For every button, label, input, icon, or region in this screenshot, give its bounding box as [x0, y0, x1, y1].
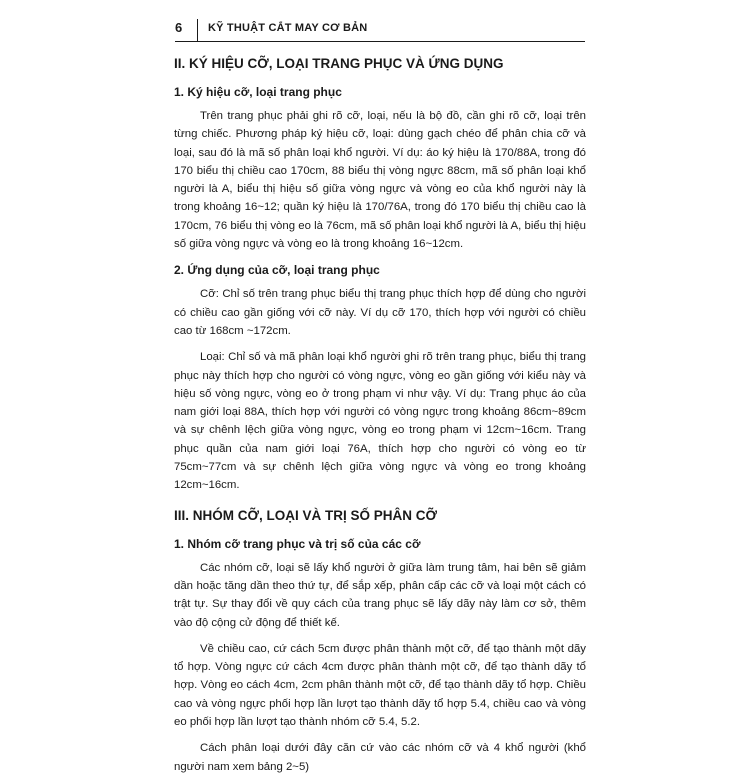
running-header [175, 19, 585, 41]
page-number: 6 [175, 20, 183, 35]
section-3-heading: III. NHÓM CỠ, LOẠI VÀ TRỊ SỐ PHÂN CỠ [174, 507, 438, 523]
section-2-1-heading: 1. Ký hiệu cỡ, loại trang phục [174, 85, 342, 99]
header-rule [175, 41, 585, 42]
section-3-1-paragraph-3: Cách phân loại dưới đây căn cứ vào các nhóm cỡ và 4 khổ người (khổ người nam xem bảng 2~5) [174, 742, 586, 773]
section-2-heading: II. KÝ HIỆU CỠ, LOẠI TRANG PHỤC VÀ ỨNG DỤNG [174, 56, 504, 71]
section-3-1-heading: 1. Nhóm cỡ trang phục và trị số của các cỡ [174, 536, 421, 551]
section-2-2-heading: 2. Ứng dụng của cỡ, loại trang phục [174, 263, 380, 278]
running-title: KỸ THUẬT CẮT MAY CƠ BẢN [208, 22, 368, 34]
section-3-1-paragraph-1: Các nhóm cỡ, loại sẽ lấy khổ người ở giữa làm trung tâm, hai bên sẽ giảm dần hoặc tăng dần theo thứ tự, để sắp xếp, phân cấp các cỡ và loại một cách có trật tự. Sự thay đổi về quy cách của trang phục sẽ lấy dãy này làm cơ sở, thêm vào độ cộng cử động để thiết kế. [174, 561, 586, 629]
section-2-2-paragraph-1: Cỡ: Chỉ số trên trang phục biểu thị trang phục thích hợp để dùng cho người có chiều cao gần giống với cỡ này. Ví dụ cỡ 170, thích hợp với người có chiều cao từ 168cm ~172cm. [174, 288, 586, 337]
header-divider [197, 19, 198, 41]
section-2-2-paragraph-2: Loại: Chỉ số và mã phân loại khổ người ghi rõ trên trang phục, biểu thị trang phục này thích hợp cho người có vòng ngực, vòng eo gần giống với kiểu này và hiệu số vòng ngực, vòng eo ở trong phạm vi như vậy. Ví dụ: Trang phục áo của nam giới loại 88A, thích hợp với người có vòng ngực trong khoảng 86cm~89cm và sự chênh lệch giữa vòng ngực, vòng eo trong phạm vi 12cm~16cm. Trang phục quần của nam giới loại 76A, thích hợp cho người có vòng eo từ 75cm~77cm và sự chênh lệch giữa vòng ngực và vòng eo trong khoảng 12cm~16cm. [174, 351, 586, 492]
page-content [174, 55, 586, 776]
section-2-1-paragraph: Trên trang phục phải ghi rõ cỡ, loại, nếu là bộ đồ, cần ghi rõ cỡ, loại trên từng chiếc. Phương pháp ký hiệu cỡ, loại: dùng gạch chéo để phân chia cỡ và loại, sau đó là mã số phân loại khổ người. Ví dụ: áo ký hiệu là 170/88A, trong đó 170 biểu thị chiều cao 170cm, 88 biểu thị vòng ngực 88cm, mã số phân loại khổ người là A, biểu thị hiệu số giữa vòng ngực và vòng eo của khổ người này là trong khoảng 16~12; quần ký hiệu là 170/76A, trong đó 170 biểu thị chiều cao là 170cm, 76 biểu thị vòng eo là 76cm, mã số phân loại khổ người là A, biểu thị hiệu số giữa vòng ngực và vòng eo là trong khoảng 16~12cm. [174, 110, 586, 251]
section-3-1-paragraph-2: Về chiều cao, cứ cách 5cm được phân thành một cỡ, để tạo thành một dãy tổ hợp. Vòng ngực cứ cách 4cm được phân thành một cỡ, để tạo thành dãy tổ hợp. Vòng eo cách 4cm, 2cm phân thành một cỡ, để tạo thành dãy tổ hợp. Chiều cao và vòng ngực phối hợp lần lượt tạo thành dãy tổ hợp 5.4, chiều cao và vòng eo phối hợp lần lượt tạo thành nhóm cỡ 5.4, 5.2. [174, 642, 586, 729]
